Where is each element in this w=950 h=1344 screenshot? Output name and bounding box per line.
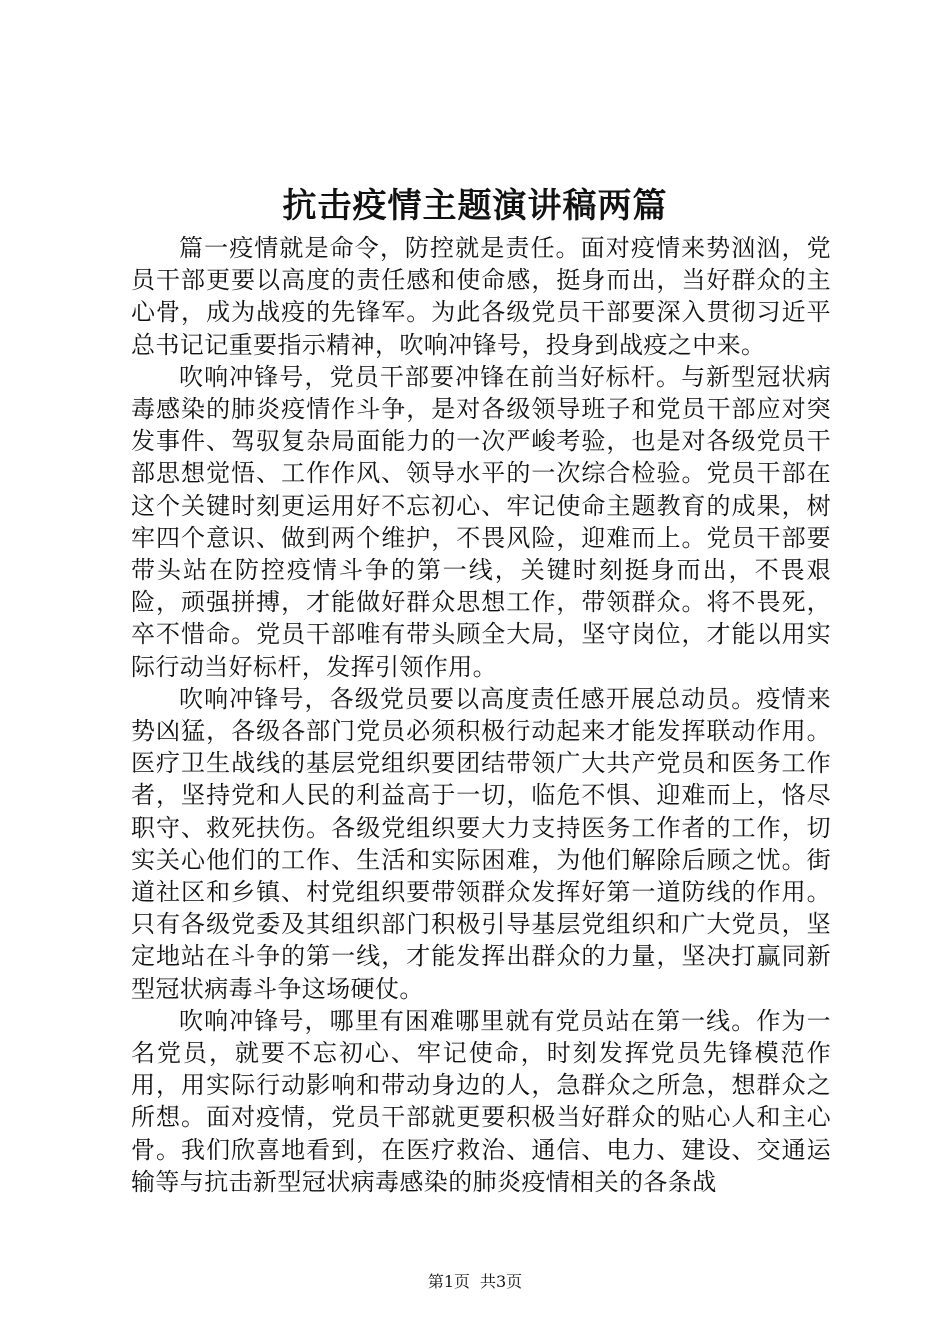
page-footer bbox=[0, 1271, 950, 1293]
document-title: 抗击疫情主题演讲稿两篇 bbox=[282, 186, 668, 226]
page-number: 第1页 bbox=[427, 1272, 470, 1291]
paragraph-1: 篇一疫情就是命令，防控就是责任。面对疫情来势汹汹，党员干部更要以高度的责任感和使命感，挺身而出，当好群众的主心骨，成为战疫的先锋军。为此各级党员干部要深入贯彻习近平总书记记重要指示精神，吹响冲锋号，投身到战疫之中来。 bbox=[131, 234, 831, 359]
page-total: 共3页 bbox=[480, 1272, 523, 1291]
paragraph-3: 吹响冲锋号，各级党员要以高度责任感开展总动员。疫情来势凶猛，各级各部门党员必须积极行动起来才能发挥联动作用。医疗卫生战线的基层党组织要团结带领广大共产党员和医务工作者，坚持党和人民的利益高于一切，临危不惧、迎难而上，恪尽职守、救死扶伤。各级党组织要大力支持医务工作者的工作，切实关心他们的工作、生活和实际困难，为他们解除后顾之忧。街道社区和乡镇、村党组织要带领群众发挥好第一道防线的作用。只有各级党委及其组织部门积极引导基层党组织和广大党员，坚定地站在斗争的第一线，才能发挥出群众的力量，坚决打赢同新型冠状病毒斗争这场硬仗。 bbox=[131, 684, 831, 1003]
document-body bbox=[131, 232, 831, 1198]
paragraph-2: 吹响冲锋号，党员干部要冲锋在前当好标杆。与新型冠状病毒感染的肺炎疫情作斗争，是对各级领导班子和党员干部应对突发事件、驾驭复杂局面能力的一次严峻考验，也是对各级党员干部思想觉悟、工作作风、领导水平的一次综合检验。党员干部在这个关键时刻更运用好不忘初心、牢记使命主题教育的成果，树牢四个意识、做到两个维护，不畏风险，迎难而上。党员干部要带头站在防控疫情斗争的第一线，关键时刻挺身而出，不畏艰险，顽强拼搏，才能做好群众思想工作，带领群众。将不畏死，卒不惜命。党员干部唯有带头顾全大局，坚守岗位，才能以用实际行动当好标杆，发挥引领作用。 bbox=[131, 362, 831, 681]
paragraph-4: 吹响冲锋号，哪里有困难哪里就有党员站在第一线。作为一名党员，就要不忘初心、牢记使命，时刻发挥党员先锋模范作用，用实际行动影响和带动身边的人，急群众之所急，想群众之所想。面对疫情，党员干部就更要积极当好群众的贴心人和主心骨。我们欣喜地看到，在医疗救治、通信、电力、建设、交通运输等与抗击新型冠状病毒感染的肺炎疫情相关的各条战 bbox=[131, 1006, 831, 1196]
